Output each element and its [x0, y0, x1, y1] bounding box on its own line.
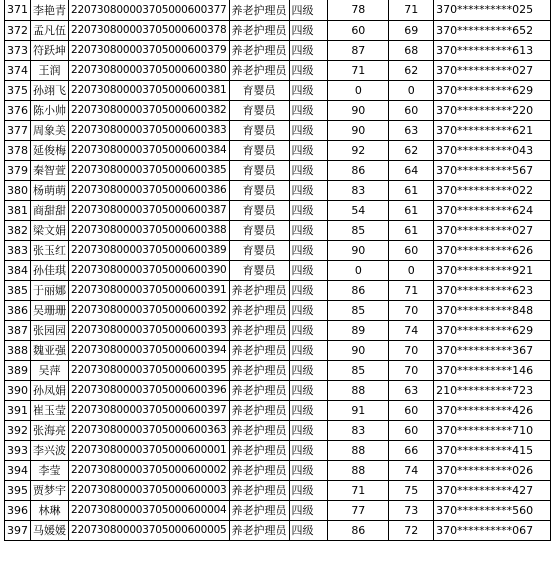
- certificate-number-cell: 220730800003705000600378: [69, 20, 230, 40]
- level-cell: 四级: [289, 220, 328, 240]
- occupation-cell: 育婴员: [229, 200, 289, 220]
- certificate-number-cell: 220730800003705000600393: [69, 320, 230, 340]
- table-row: [5, 480, 551, 500]
- name-cell: 吴珊珊: [31, 300, 69, 320]
- serial-number-cell: 372: [5, 20, 31, 40]
- id-number-cell: 370**********415: [434, 440, 551, 460]
- serial-number-cell: 375: [5, 80, 31, 100]
- skill-score-cell: 74: [389, 460, 434, 480]
- theory-score-cell: 92: [328, 140, 389, 160]
- skill-score-cell: 62: [389, 140, 434, 160]
- name-cell: 梁文娟: [31, 220, 69, 240]
- table-row: [5, 300, 551, 320]
- certificate-number-cell: 220730800003705000600381: [69, 80, 230, 100]
- serial-number-cell: 390: [5, 380, 31, 400]
- occupation-cell: 养老护理员: [229, 300, 289, 320]
- skill-score-cell: 0: [389, 260, 434, 280]
- level-cell: 四级: [289, 320, 328, 340]
- serial-number-cell: 373: [5, 40, 31, 60]
- occupation-cell: 育婴员: [229, 220, 289, 240]
- level-cell: 四级: [289, 380, 328, 400]
- theory-score-cell: 0: [328, 260, 389, 280]
- table-row: [5, 0, 551, 20]
- occupation-cell: 养老护理员: [229, 400, 289, 420]
- table-row: [5, 180, 551, 200]
- skill-score-cell: 61: [389, 220, 434, 240]
- serial-number-cell: 386: [5, 300, 31, 320]
- skill-score-cell: 70: [389, 300, 434, 320]
- level-cell: 四级: [289, 460, 328, 480]
- occupation-cell: 养老护理员: [229, 380, 289, 400]
- name-cell: 张海亮: [31, 420, 69, 440]
- id-number-cell: 370**********621: [434, 120, 551, 140]
- theory-score-cell: 86: [328, 160, 389, 180]
- results-table-body: [5, 0, 551, 540]
- serial-number-cell: 395: [5, 480, 31, 500]
- skill-score-cell: 70: [389, 340, 434, 360]
- serial-number-cell: 378: [5, 140, 31, 160]
- serial-number-cell: 379: [5, 160, 31, 180]
- skill-score-cell: 71: [389, 280, 434, 300]
- level-cell: 四级: [289, 400, 328, 420]
- serial-number-cell: 392: [5, 420, 31, 440]
- occupation-cell: 育婴员: [229, 80, 289, 100]
- occupation-cell: 养老护理员: [229, 40, 289, 60]
- skill-score-cell: 60: [389, 400, 434, 420]
- table-row: [5, 240, 551, 260]
- serial-number-cell: 384: [5, 260, 31, 280]
- certificate-number-cell: 220730800003705000600003: [69, 480, 230, 500]
- table-row: [5, 100, 551, 120]
- name-cell: 孟凡伍: [31, 20, 69, 40]
- theory-score-cell: 83: [328, 180, 389, 200]
- theory-score-cell: 71: [328, 480, 389, 500]
- name-cell: 崔玉莹: [31, 400, 69, 420]
- serial-number-cell: 371: [5, 0, 31, 20]
- level-cell: 四级: [289, 340, 328, 360]
- occupation-cell: 养老护理员: [229, 60, 289, 80]
- skill-score-cell: 63: [389, 120, 434, 140]
- id-number-cell: 370**********026: [434, 460, 551, 480]
- certificate-number-cell: 220730800003705000600395: [69, 360, 230, 380]
- table-row: [5, 500, 551, 520]
- occupation-cell: 养老护理员: [229, 440, 289, 460]
- serial-number-cell: 394: [5, 460, 31, 480]
- serial-number-cell: 383: [5, 240, 31, 260]
- certificate-number-cell: 220730800003705000600379: [69, 40, 230, 60]
- theory-score-cell: 89: [328, 320, 389, 340]
- table-row: [5, 380, 551, 400]
- level-cell: 四级: [289, 180, 328, 200]
- id-number-cell: 370**********629: [434, 80, 551, 100]
- serial-number-cell: 393: [5, 440, 31, 460]
- level-cell: 四级: [289, 440, 328, 460]
- table-row: [5, 80, 551, 100]
- occupation-cell: 养老护理员: [229, 460, 289, 480]
- name-cell: 魏亚强: [31, 340, 69, 360]
- skill-score-cell: 73: [389, 500, 434, 520]
- theory-score-cell: 88: [328, 440, 389, 460]
- level-cell: 四级: [289, 420, 328, 440]
- level-cell: 四级: [289, 360, 328, 380]
- id-number-cell: 210**********723: [434, 380, 551, 400]
- certificate-number-cell: 220730800003705000600363: [69, 420, 230, 440]
- id-number-cell: 370**********427: [434, 480, 551, 500]
- serial-number-cell: 387: [5, 320, 31, 340]
- table-row: [5, 280, 551, 300]
- theory-score-cell: 0: [328, 80, 389, 100]
- certificate-number-cell: 220730800003705000600377: [69, 0, 230, 20]
- occupation-cell: 育婴员: [229, 120, 289, 140]
- occupation-cell: 养老护理员: [229, 500, 289, 520]
- id-number-cell: 370**********626: [434, 240, 551, 260]
- level-cell: 四级: [289, 40, 328, 60]
- level-cell: 四级: [289, 0, 328, 20]
- certificate-number-cell: 220730800003705000600002: [69, 460, 230, 480]
- occupation-cell: 养老护理员: [229, 0, 289, 20]
- name-cell: 周象美: [31, 120, 69, 140]
- level-cell: 四级: [289, 20, 328, 40]
- occupation-cell: 养老护理员: [229, 520, 289, 540]
- theory-score-cell: 87: [328, 40, 389, 60]
- skill-score-cell: 69: [389, 20, 434, 40]
- id-number-cell: 370**********043: [434, 140, 551, 160]
- skill-score-cell: 74: [389, 320, 434, 340]
- serial-number-cell: 381: [5, 200, 31, 220]
- table-row: [5, 220, 551, 240]
- theory-score-cell: 86: [328, 520, 389, 540]
- certificate-number-cell: 220730800003705000600388: [69, 220, 230, 240]
- name-cell: 马媛媛: [31, 520, 69, 540]
- id-number-cell: 370**********067: [434, 520, 551, 540]
- id-number-cell: 370**********848: [434, 300, 551, 320]
- skill-score-cell: 68: [389, 40, 434, 60]
- theory-score-cell: 88: [328, 460, 389, 480]
- theory-score-cell: 83: [328, 420, 389, 440]
- level-cell: 四级: [289, 120, 328, 140]
- table-row: [5, 40, 551, 60]
- occupation-cell: 养老护理员: [229, 280, 289, 300]
- table-row: [5, 520, 551, 540]
- occupation-cell: 养老护理员: [229, 480, 289, 500]
- table-row: [5, 120, 551, 140]
- certificate-number-cell: 220730800003705000600382: [69, 100, 230, 120]
- theory-score-cell: 77: [328, 500, 389, 520]
- theory-score-cell: 86: [328, 280, 389, 300]
- serial-number-cell: 385: [5, 280, 31, 300]
- serial-number-cell: 377: [5, 120, 31, 140]
- id-number-cell: 370**********025: [434, 0, 551, 20]
- level-cell: 四级: [289, 500, 328, 520]
- name-cell: 于丽娜: [31, 280, 69, 300]
- certificate-number-cell: 220730800003705000600384: [69, 140, 230, 160]
- id-number-cell: 370**********624: [434, 200, 551, 220]
- table-row: [5, 140, 551, 160]
- skill-score-cell: 61: [389, 200, 434, 220]
- name-cell: 李艳青: [31, 0, 69, 20]
- certificate-number-cell: 220730800003705000600001: [69, 440, 230, 460]
- level-cell: 四级: [289, 160, 328, 180]
- theory-score-cell: 85: [328, 300, 389, 320]
- certificate-number-cell: 220730800003705000600397: [69, 400, 230, 420]
- occupation-cell: 养老护理员: [229, 420, 289, 440]
- skill-score-cell: 66: [389, 440, 434, 460]
- theory-score-cell: 54: [328, 200, 389, 220]
- name-cell: 张园园: [31, 320, 69, 340]
- certificate-number-cell: 220730800003705000600389: [69, 240, 230, 260]
- theory-score-cell: 90: [328, 240, 389, 260]
- id-number-cell: 370**********560: [434, 500, 551, 520]
- name-cell: 李莹: [31, 460, 69, 480]
- name-cell: 陈小帅: [31, 100, 69, 120]
- name-cell: 延俊梅: [31, 140, 69, 160]
- occupation-cell: 养老护理员: [229, 360, 289, 380]
- id-number-cell: 370**********027: [434, 220, 551, 240]
- occupation-cell: 育婴员: [229, 160, 289, 180]
- name-cell: 秦智萱: [31, 160, 69, 180]
- serial-number-cell: 376: [5, 100, 31, 120]
- id-number-cell: 370**********426: [434, 400, 551, 420]
- level-cell: 四级: [289, 480, 328, 500]
- theory-score-cell: 85: [328, 360, 389, 380]
- skill-score-cell: 0: [389, 80, 434, 100]
- table-row: [5, 340, 551, 360]
- theory-score-cell: 90: [328, 120, 389, 140]
- id-number-cell: 370**********652: [434, 20, 551, 40]
- skill-score-cell: 70: [389, 360, 434, 380]
- certificate-number-cell: 220730800003705000600380: [69, 60, 230, 80]
- serial-number-cell: 388: [5, 340, 31, 360]
- certificate-number-cell: 220730800003705000600391: [69, 280, 230, 300]
- theory-score-cell: 71: [328, 60, 389, 80]
- occupation-cell: 养老护理员: [229, 320, 289, 340]
- serial-number-cell: 382: [5, 220, 31, 240]
- table-row: [5, 60, 551, 80]
- skill-score-cell: 60: [389, 240, 434, 260]
- name-cell: 孙佳琪: [31, 260, 69, 280]
- occupation-cell: 育婴员: [229, 240, 289, 260]
- name-cell: 王润: [31, 60, 69, 80]
- level-cell: 四级: [289, 140, 328, 160]
- serial-number-cell: 397: [5, 520, 31, 540]
- name-cell: 贾梦宇: [31, 480, 69, 500]
- id-number-cell: 370**********629: [434, 320, 551, 340]
- occupation-cell: 育婴员: [229, 260, 289, 280]
- level-cell: 四级: [289, 200, 328, 220]
- serial-number-cell: 396: [5, 500, 31, 520]
- table-row: [5, 400, 551, 420]
- level-cell: 四级: [289, 300, 328, 320]
- name-cell: 商甜甜: [31, 200, 69, 220]
- table-row: [5, 200, 551, 220]
- serial-number-cell: 391: [5, 400, 31, 420]
- table-row: [5, 260, 551, 280]
- certificate-number-cell: 220730800003705000600387: [69, 200, 230, 220]
- certificate-number-cell: 220730800003705000600005: [69, 520, 230, 540]
- skill-score-cell: 60: [389, 420, 434, 440]
- certificate-number-cell: 220730800003705000600385: [69, 160, 230, 180]
- occupation-cell: 育婴员: [229, 140, 289, 160]
- id-number-cell: 370**********220: [434, 100, 551, 120]
- table-row: [5, 440, 551, 460]
- skill-score-cell: 60: [389, 100, 434, 120]
- skill-score-cell: 61: [389, 180, 434, 200]
- level-cell: 四级: [289, 260, 328, 280]
- occupation-cell: 育婴员: [229, 100, 289, 120]
- id-number-cell: 370**********146: [434, 360, 551, 380]
- id-number-cell: 370**********710: [434, 420, 551, 440]
- table-row: [5, 20, 551, 40]
- occupation-cell: 养老护理员: [229, 340, 289, 360]
- id-number-cell: 370**********567: [434, 160, 551, 180]
- serial-number-cell: 389: [5, 360, 31, 380]
- certificate-number-cell: 220730800003705000600390: [69, 260, 230, 280]
- name-cell: 林琳: [31, 500, 69, 520]
- level-cell: 四级: [289, 100, 328, 120]
- theory-score-cell: 90: [328, 100, 389, 120]
- certificate-number-cell: 220730800003705000600383: [69, 120, 230, 140]
- skill-score-cell: 64: [389, 160, 434, 180]
- results-table: [4, 0, 551, 541]
- skill-score-cell: 75: [389, 480, 434, 500]
- occupation-cell: 育婴员: [229, 180, 289, 200]
- name-cell: 符跃坤: [31, 40, 69, 60]
- theory-score-cell: 60: [328, 20, 389, 40]
- serial-number-cell: 374: [5, 60, 31, 80]
- theory-score-cell: 88: [328, 380, 389, 400]
- certificate-number-cell: 220730800003705000600394: [69, 340, 230, 360]
- name-cell: 吴萍: [31, 360, 69, 380]
- skill-score-cell: 63: [389, 380, 434, 400]
- id-number-cell: 370**********623: [434, 280, 551, 300]
- skill-score-cell: 62: [389, 60, 434, 80]
- table-row: [5, 320, 551, 340]
- theory-score-cell: 78: [328, 0, 389, 20]
- theory-score-cell: 85: [328, 220, 389, 240]
- certificate-number-cell: 220730800003705000600004: [69, 500, 230, 520]
- table-row: [5, 460, 551, 480]
- table-row: [5, 420, 551, 440]
- id-number-cell: 370**********022: [434, 180, 551, 200]
- name-cell: 杨萌萌: [31, 180, 69, 200]
- level-cell: 四级: [289, 240, 328, 260]
- level-cell: 四级: [289, 80, 328, 100]
- serial-number-cell: 380: [5, 180, 31, 200]
- id-number-cell: 370**********027: [434, 60, 551, 80]
- name-cell: 李兴波: [31, 440, 69, 460]
- name-cell: 孙凤娟: [31, 380, 69, 400]
- name-cell: 张玉红: [31, 240, 69, 260]
- skill-score-cell: 71: [389, 0, 434, 20]
- occupation-cell: 养老护理员: [229, 20, 289, 40]
- id-number-cell: 370**********367: [434, 340, 551, 360]
- certificate-number-cell: 220730800003705000600392: [69, 300, 230, 320]
- theory-score-cell: 91: [328, 400, 389, 420]
- theory-score-cell: 90: [328, 340, 389, 360]
- id-number-cell: 370**********613: [434, 40, 551, 60]
- id-number-cell: 370**********921: [434, 260, 551, 280]
- level-cell: 四级: [289, 280, 328, 300]
- level-cell: 四级: [289, 520, 328, 540]
- table-row: [5, 360, 551, 380]
- table-row: [5, 160, 551, 180]
- skill-score-cell: 72: [389, 520, 434, 540]
- level-cell: 四级: [289, 60, 328, 80]
- certificate-number-cell: 220730800003705000600396: [69, 380, 230, 400]
- name-cell: 孙翊飞: [31, 80, 69, 100]
- certificate-number-cell: 220730800003705000600386: [69, 180, 230, 200]
